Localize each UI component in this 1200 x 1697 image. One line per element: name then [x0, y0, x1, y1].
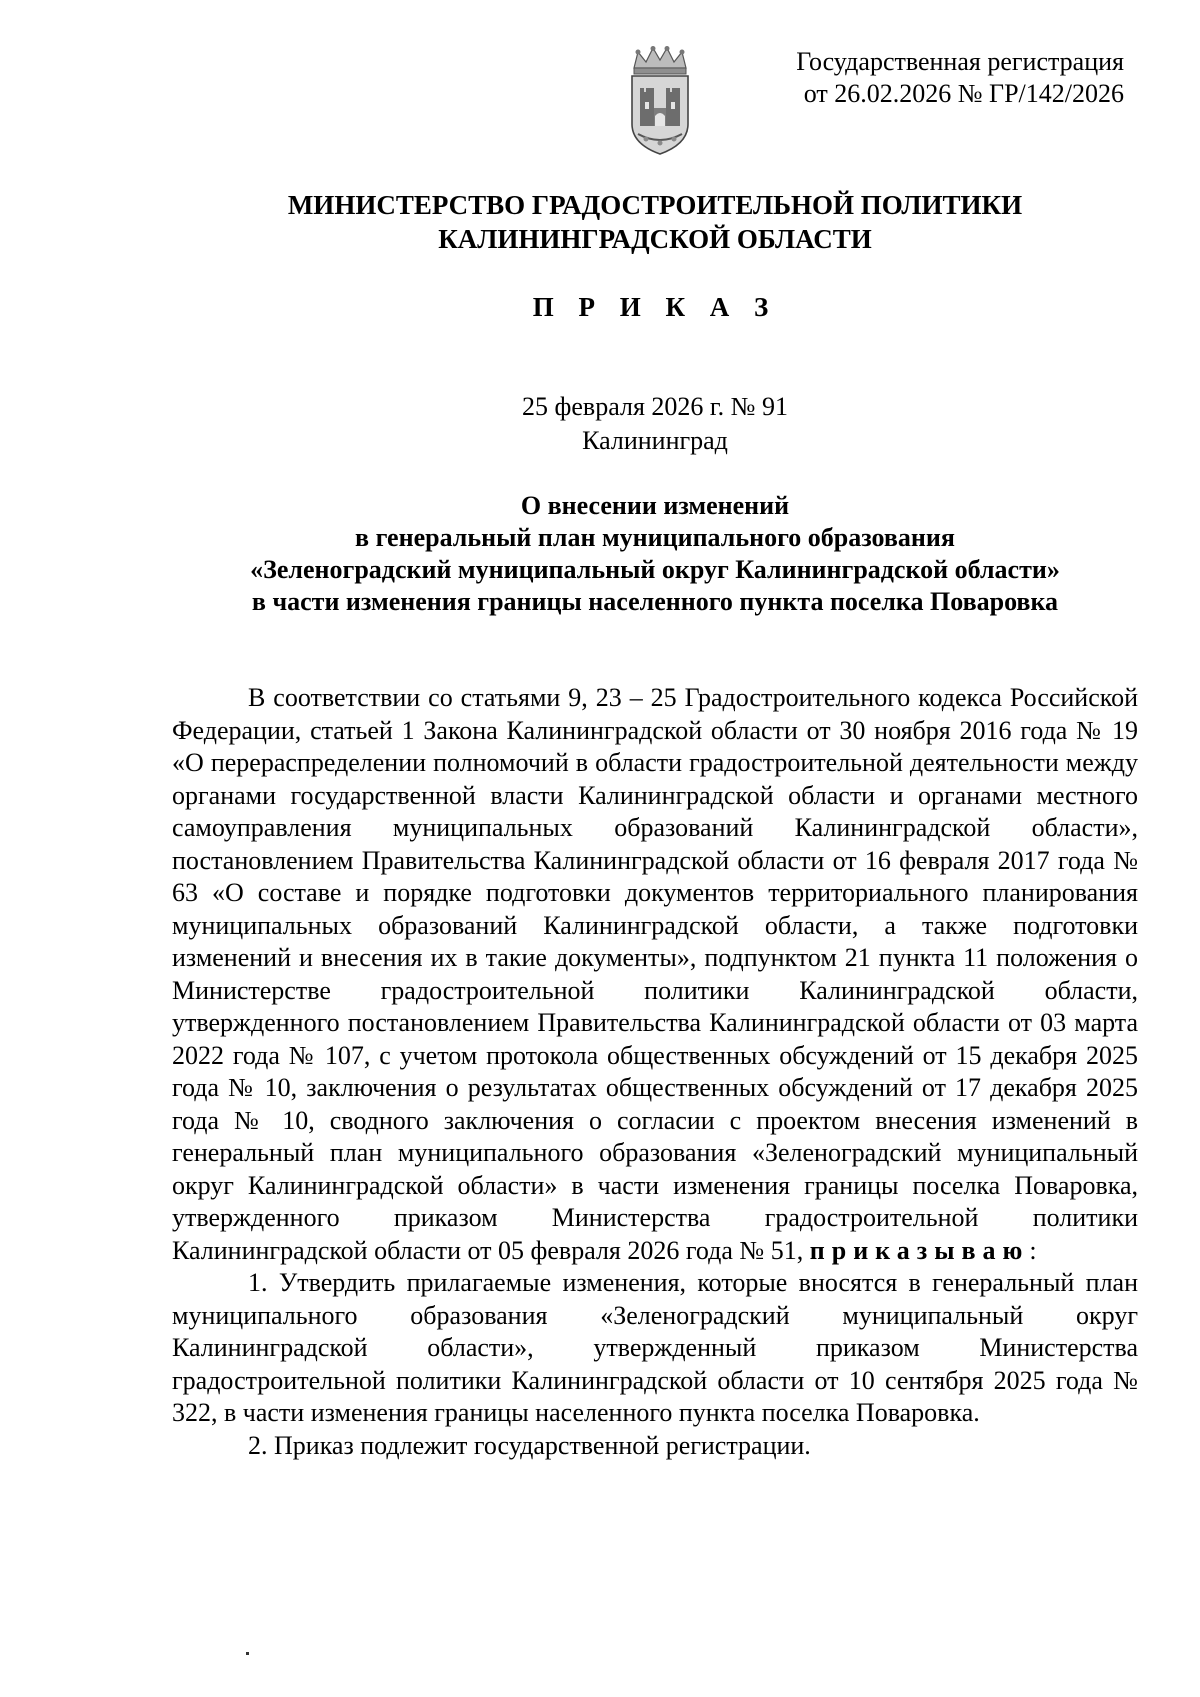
subject-line-1: О внесении изменений [520, 491, 790, 520]
preamble-text: В соответствии со статьями 9, 23 – 25 Градостроительного кодекса Российской Федерации, статьей 1 Закона Калининградской области от 30 ноября 2016 года № 19 «О перераспределении полномочий в области градостроительной деятельности между органами государственной власти Калининградской области и органами местного самоуправления муниципальных образований Калининградской области», постановлением Правительства Калининградской области от 16 февраля 2017 года № 63 «О составе и порядке подготовки документов территориального планирования муниципальных образований Калининградской области, а также подготовки изменений и внесения их в такие документы», подпунктом 21 пункта 11 положения о Министерстве градостроительной политики Калининградской области, утвержденного постановлением Правительства Калининградской области от 03 марта 2022 года № 107, с учетом протокола общественных обсуждений от 15 декабря 2025 года № 10, заключения о результатах общественных обсуждений от 17 декабря 2025 года № 10, сводного заключения о согласии с проектом внесения изменений в генеральный план муниципального образования «Зеленоградский муниципальный округ Калининградской области» в части изменения границы поселка Поваровка, утвержденного приказом Министерства градостроительной политики Калининградской области от 05 февраля 2026 года № 51, [172, 683, 1138, 1265]
registration-stamp [704, 46, 1124, 110]
decree-word: приказываю [809, 1235, 1030, 1265]
subject-line-4: в части изменения границы населенного пункта поселка Поваровка [251, 587, 1059, 616]
order-date-block [0, 390, 1200, 458]
order-body [172, 682, 1138, 1462]
order-subject [0, 490, 1200, 618]
subject-line-2: в генеральный план муниципального образования [355, 523, 955, 552]
coat-of-arms-icon [624, 46, 696, 158]
registration-line-1: Государственная регистрация [796, 47, 1124, 76]
ministry-line-1: МИНИСТЕРСТВО ГРАДОСТРОИТЕЛЬНОЙ ПОЛИТИКИ [287, 190, 1023, 220]
order-item-1: 1. Утвердить прилагаемые изменения, которые вносятся в генеральный план муниципального образования «Зеленоградский муниципальный округ Калининградской области», утвержденный приказом Министерства градостроительной политики Калининградской области от 10 сентября 2025 года № 322, в части изменения границы населенного пункта поселка Поваровка. [172, 1268, 1138, 1427]
preamble-paragraph [172, 682, 1138, 1267]
order-date-number: 25 февраля 2026 г. № 91 [522, 392, 788, 421]
order-city: Калининград [582, 426, 728, 455]
order-item-2: 2. Приказ подлежит государственной регистрации. [248, 1430, 811, 1460]
registration-line-2: от 26.02.2026 № ГР/142/2026 [803, 79, 1124, 108]
subject-line-3: «Зеленоградский муниципальный округ Калининградской области» [250, 555, 1060, 584]
ministry-line-2: КАЛИНИНГРАДСКОЙ ОБЛАСТИ [438, 224, 872, 254]
order-title: П Р И К А З [532, 292, 778, 322]
decree-colon: : [1029, 1235, 1037, 1265]
ministry-name [0, 188, 1200, 256]
scan-speck [246, 1652, 249, 1655]
